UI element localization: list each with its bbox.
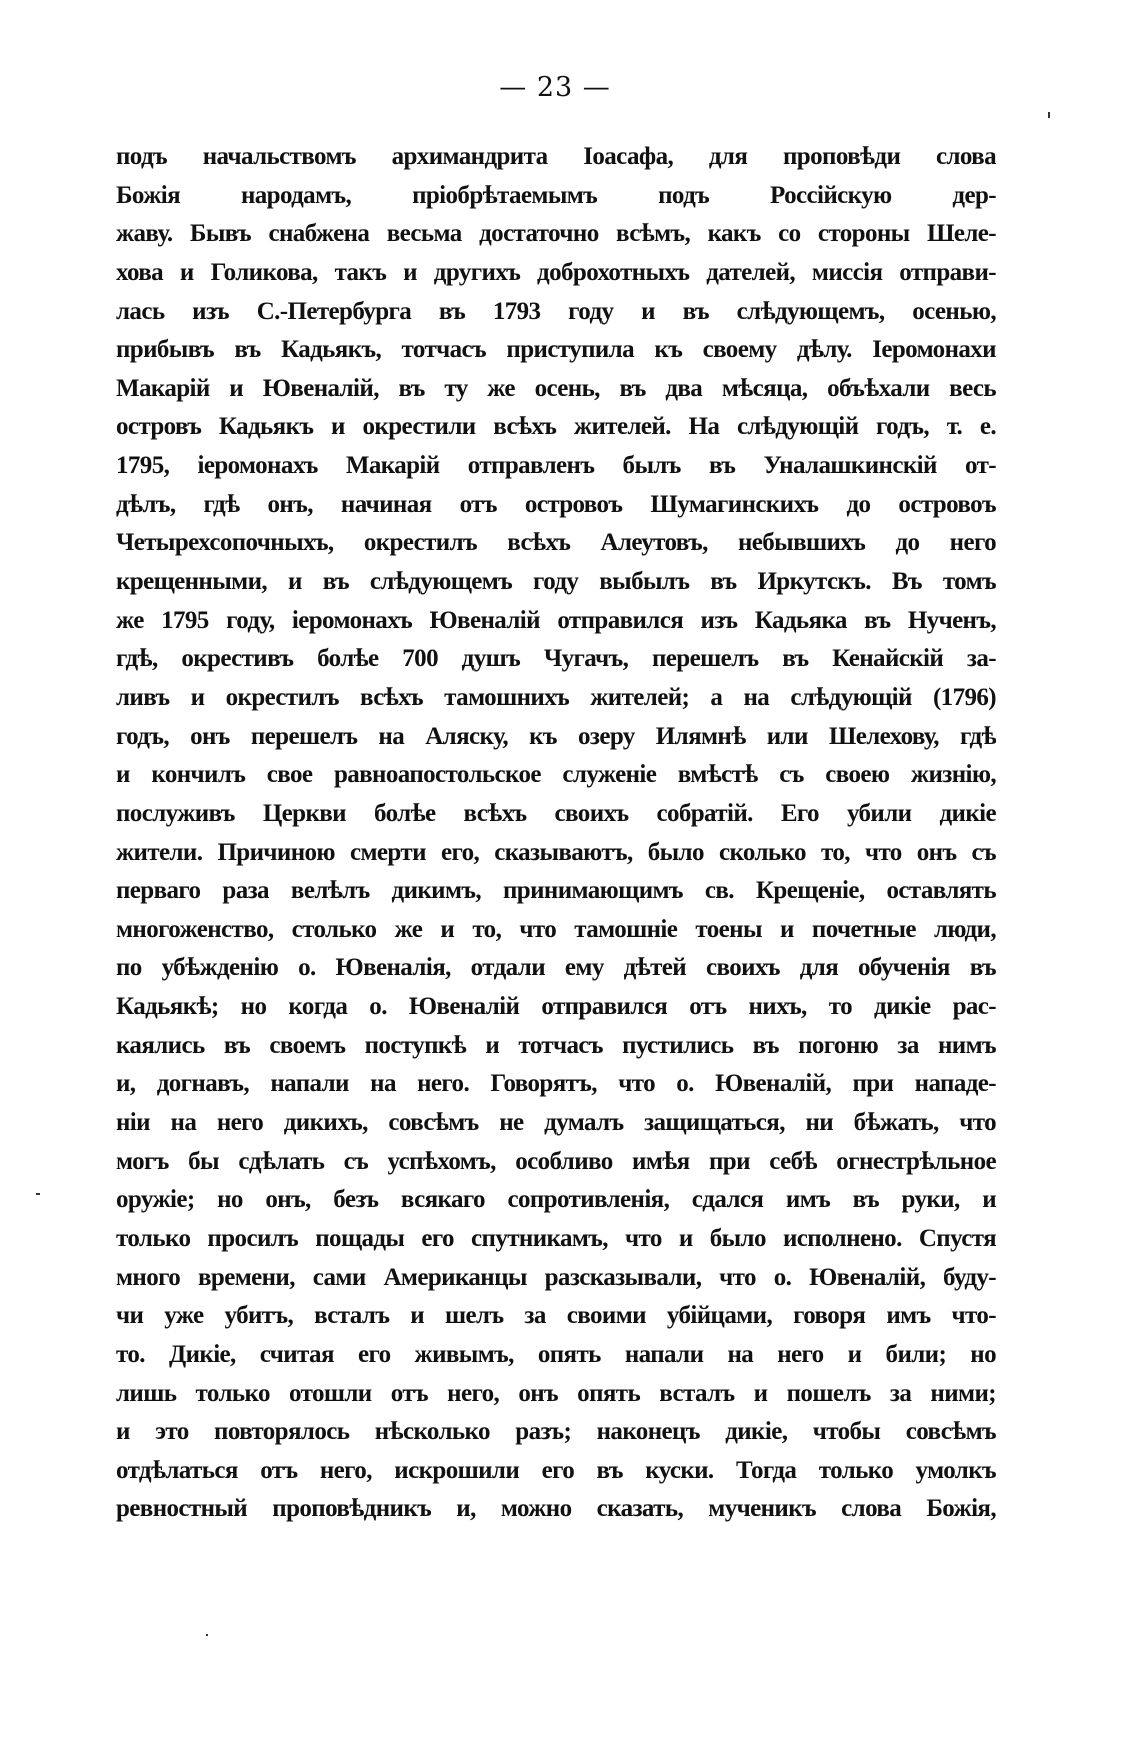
paper-speck [206,1634,208,1636]
text-line: то. Дикіе, считая его живымъ, опять напали на него и били; но [116,1340,996,1368]
text-line: жители. Причиною смерти его, сказываютъ, было сколько то, что онъ съ [116,838,996,866]
text-line: лась изъ С.-Петербурга въ 1793 году и въ слѣдующемъ, осенью, [116,297,996,325]
text-line: по убѣжденію о. Ювеналія, отдали ему дѣтей своихъ для обученія въ [116,954,996,982]
text-line: и, догнавъ, напали на него. Говорятъ, что о. Ювеналій, при нападе- [116,1070,996,1098]
text-line: Кадьякѣ; но когда о. Ювеналій отправился отъ нихъ, то дикіе рас- [116,993,996,1021]
text-line: лишь только отошли отъ него, онъ опять всталъ и пошелъ за ними; [116,1379,996,1407]
text-line: подъ начальствомъ архимандрита Іоасафа, для проповѣди слова [116,143,996,170]
text-line: чи уже убитъ, всталъ и шелъ за своими убійцами, говоря имъ что- [116,1302,996,1330]
text-line: могъ бы сдѣлать съ успѣхомъ, особливо имѣя при себѣ огнестрѣльное [116,1147,996,1175]
text-line: годъ, онъ перешелъ на Аляску, къ озеру Илямнѣ или Шелехову, гдѣ [116,722,996,750]
text-line: островъ Кадьякъ и окрестили всѣхъ жителей. На слѣдующій годъ, т. е. [116,413,996,441]
text-line: и это повторялось нѣсколько разъ; наконецъ дикіе, чтобы совсѣмъ [116,1418,996,1446]
text-line: Макарій и Ювеналій, въ ту же осень, въ два мѣсяца, объѣхали весь [116,374,996,402]
text-line: ревностный проповѣдникъ и, можно сказать, мученикъ слова Божія, [116,1495,996,1523]
text-line: жаву. Бывъ снабжена весьма достаточно всѣмъ, какъ со стороны Шеле- [116,220,996,248]
text-line: много времени, сами Американцы разсказывали, что о. Ювеналій, буду- [116,1263,996,1291]
text-line: ливъ и окрестилъ всѣхъ тамошнихъ жителей; а на слѣдующій (1796) [116,683,996,711]
text-line: хова и Голикова, такъ и другихъ доброхотныхъ дателей, миссія отправи- [116,258,996,286]
text-line: ніи на него дикихъ, совсѣмъ не думалъ защищаться, ни бѣжать, что [116,1109,996,1137]
page-number: — 23 — [499,72,611,103]
text-line: дѣлъ, гдѣ онъ, начиная отъ островоъ Шумагинскихъ до островоъ [116,490,996,518]
text-line: послуживъ Церкви болѣе всѣхъ своихъ собратій. Его убили дикіе [116,799,996,827]
text-line: перваго раза велѣлъ дикимъ, принимающимъ св. Крещеніе, оставлять [116,877,996,905]
text-line: отдѣлаться отъ него, искрошили его въ куски. Тогда только умолкъ [116,1456,996,1484]
text-line: 1795, іеромонахъ Макарій отправленъ былъ въ Уналашкинскій от- [116,452,996,480]
text-line: только просилъ пощады его спутникамъ, что и было исполнено. Спустя [116,1224,996,1252]
body-text [116,138,996,1529]
text-line: каялись въ своемъ поступкѣ и тотчасъ пустились въ погоню за нимъ [116,1031,996,1059]
text-line: оружіе; но онъ, безъ всякаго сопротивленія, сдался имъ въ руки, и [116,1186,996,1214]
paper-speck [1048,112,1050,118]
text-line: гдѣ, окрестивъ болѣе 700 душъ Чугачъ, перешелъ въ Кенайскій за- [116,645,996,673]
text-line: крещенными, и въ слѣдующемъ году выбылъ въ Иркутскъ. Въ томъ [116,568,996,596]
text-line: и кончилъ свое равноапостольское служеніе вмѣстѣ съ своею жизнію, [116,761,996,789]
text-line: прибывъ въ Кадьякъ, тотчасъ приступила къ своему дѣлу. Іеромонахи [116,336,996,364]
text-line: Четырехсопочныхъ, окрестилъ всѣхъ Алеутовъ, небывшихъ до него [116,529,996,557]
paper-speck [36,1193,40,1195]
text-line: же 1795 году, іеромонахъ Ювеналій отправился изъ Кадьяка въ Нученъ, [116,606,996,634]
text-line: многоженство, столько же и то, что тамошніе тоены и почетные люди, [116,915,996,943]
text-line: Божія народамъ, пріобрѣтаемымъ подъ Россійскую дер- [116,181,996,209]
